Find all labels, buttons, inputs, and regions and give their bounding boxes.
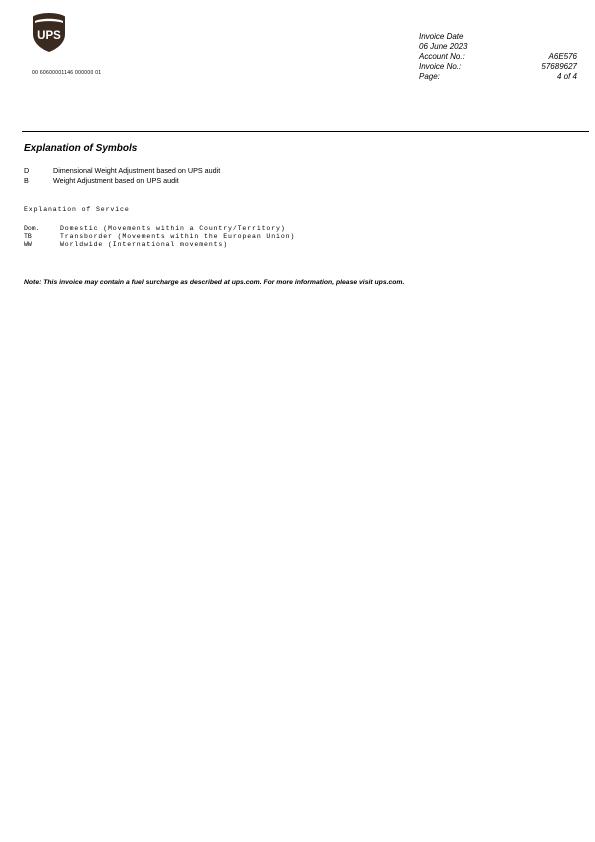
invoice-number-value: 57689627 (541, 62, 577, 71)
account-value: A6E576 (548, 52, 577, 61)
ups-logo-text: UPS (37, 30, 61, 42)
service-code: TB (24, 233, 32, 240)
invoice-date-value: 06 June 2023 (419, 42, 468, 51)
list-item (24, 233, 295, 241)
page-row (419, 72, 577, 82)
services-list (24, 225, 295, 249)
ups-logo (32, 12, 66, 53)
service-code: WW (24, 241, 32, 248)
invoice-meta (419, 32, 577, 82)
service-text: Worldwide (International movements) (60, 241, 229, 248)
list-item (24, 225, 295, 233)
fuel-surcharge-note: Note: This invoice may contain a fuel surcharge as described at ups.com. For more information, please visit ups.com. (24, 279, 405, 286)
list-item (24, 241, 295, 249)
account-row (419, 52, 577, 62)
list-item (24, 176, 220, 186)
symbols-title: Explanation of Symbols (24, 143, 138, 154)
service-text: Transborder (Movements within the European Union) (60, 233, 296, 240)
service-code: Dom. (24, 225, 40, 232)
barcode-number: 00 60600001146 000000 01 (32, 70, 102, 76)
list-item (24, 166, 220, 176)
symbol-code: D (24, 166, 30, 175)
invoice-date-label: Invoice Date (419, 32, 464, 41)
symbol-code: B (24, 176, 29, 185)
service-text: Domestic (Movements within a Country/Territory) (60, 225, 286, 232)
symbol-text: Weight Adjustment based on UPS audit (53, 176, 179, 185)
services-title: Explanation of Service (24, 206, 130, 213)
invoice-number-label: Invoice No.: (419, 62, 462, 71)
page-value: 4 of 4 (556, 72, 577, 81)
symbols-list (24, 166, 220, 186)
account-label: Account No.: (419, 52, 465, 61)
header-divider (22, 131, 589, 132)
symbol-text: Dimensional Weight Adjustment based on UPS audit (53, 166, 221, 175)
invoice-number-row (419, 62, 577, 72)
page-label: Page: (419, 72, 440, 81)
